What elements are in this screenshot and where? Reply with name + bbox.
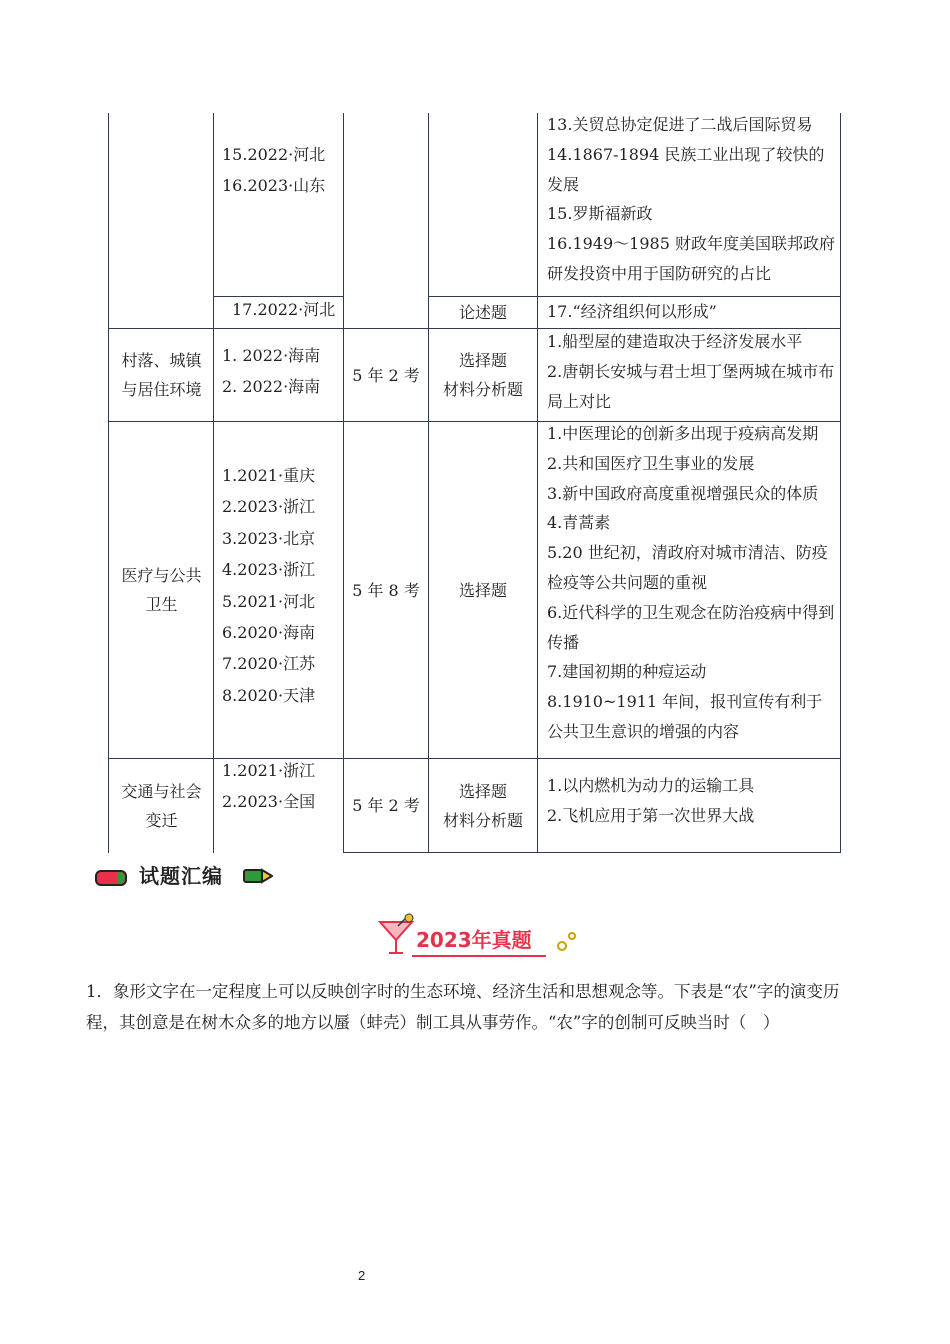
row2-topic: 医疗与公共卫生 [121, 566, 202, 614]
row3-topic: 交通与社会变迁 [121, 781, 202, 830]
content-item: 1.船型屋的建造取决于经济发展水平 [547, 332, 803, 351]
content-item: 2.飞机应用于第一次世界大战 [547, 805, 755, 825]
row0-source-b [232, 294, 335, 325]
source-item: 2.2023·浙江 [222, 497, 316, 517]
type-item: 材料分析题 [442, 380, 523, 399]
source-item: 5.2021·河北 [222, 591, 316, 611]
content-item: 15.罗斯福新政 [547, 204, 653, 224]
content-item: 14.1867-1894 民族工业出现了较快的发展 [547, 144, 825, 194]
source-item: 7.2020·江苏 [222, 654, 316, 674]
source-item: 1.2021·重庆 [222, 466, 316, 485]
source-item: 1. 2022·海南 [222, 346, 321, 365]
decoration-dots-icon [554, 930, 578, 954]
cocktail-glass-icon [376, 912, 416, 956]
source-item: 2. 2022·海南 [222, 377, 321, 397]
row0-content-b [547, 297, 837, 327]
content-item: 5.20 世纪初，清政府对城市清洁、防疫检疫等公共问题的重视 [547, 543, 828, 592]
row0-content [547, 110, 837, 289]
source-item: 15.2022·河北 [222, 145, 326, 164]
content-item: 13.关贸总协定促进了二战后国际贸易 [547, 115, 813, 134]
row0-sources [222, 139, 325, 202]
year-title-underline [412, 955, 546, 957]
type-item: 选择题 [458, 781, 507, 801]
row3-sources [222, 755, 315, 818]
year-title: 2023年真题 [416, 928, 532, 952]
source-item: 3.2023·北京 [222, 528, 316, 548]
row0-type-b: 论述题 [458, 303, 507, 322]
source-item: 6.2020·海南 [222, 623, 316, 643]
content-item: 4.青蒿素 [547, 513, 611, 533]
topic-table [108, 113, 841, 853]
source-item: 17.2022·河北 [232, 300, 336, 319]
content-item: 3.新中国政府高度重视增强民众的体质 [547, 483, 819, 503]
source-item: 1.2021·浙江 [222, 761, 316, 780]
row3-type [429, 759, 537, 852]
content-item: 8.1910~1911 年间，报刊宣传有利于公共卫生意识的增强的内容 [547, 692, 823, 741]
row1-content [547, 327, 837, 416]
content-item: 16.1949～1985 财政年度美国联邦政府研发投资中用于国防研究的占比 [547, 234, 835, 283]
row2-sources [222, 460, 315, 711]
section-banner [95, 862, 275, 890]
section-title: 试题汇编 [139, 864, 223, 888]
source-item: 4.2023·浙江 [222, 560, 316, 580]
content-item: 1.中医理论的创新多出现于疫病高发期 [547, 424, 819, 443]
question-text: 象形文字在一定程度上可以反映创字时的生态环境、经济生活和思想观念等。下表是“农”字的演变历程，其创意是在树木众多的地方以蜃（蚌壳）制工具从事劳作。“农”字的创制可反映当时（ ） [86, 982, 840, 1032]
row2-frequency: 5 年 8 考 [352, 580, 420, 600]
type-item: 选择题 [458, 580, 507, 600]
red-pill-icon [95, 870, 127, 886]
row2-content [547, 419, 837, 747]
row2-type [429, 422, 537, 758]
content-item: 17.“经济组织何以形成” [547, 302, 717, 321]
page-number: 2 [358, 1268, 366, 1283]
content-item: 2.唐朝长安城与君士坦丁堡两城在城市布局上对比 [547, 361, 835, 411]
content-item: 6.近代科学的卫生观念在防治疫病中得到传播 [547, 602, 835, 652]
row3-frequency: 5 年 2 考 [352, 796, 420, 815]
pencil-icon [243, 868, 273, 884]
content-item: 2.共和国医疗卫生事业的发展 [547, 453, 755, 473]
row1-type [429, 329, 537, 421]
content-item: 1.以内燃机为动力的运输工具 [547, 776, 755, 795]
row1-sources [222, 340, 320, 403]
question-1 [86, 976, 866, 1038]
row3-content [547, 771, 837, 831]
type-item: 选择题 [458, 351, 507, 370]
source-item: 16.2023·山东 [222, 176, 326, 196]
row1-topic: 村落、城镇与居住环境 [121, 351, 202, 399]
source-item: 8.2020·天津 [222, 685, 316, 705]
content-item: 7.建国初期的种痘运动 [547, 662, 707, 682]
type-item: 材料分析题 [442, 810, 523, 830]
row1-frequency: 5 年 2 考 [352, 365, 420, 385]
source-item: 2.2023·全国 [222, 792, 316, 812]
question-number: 1． [86, 982, 113, 1001]
